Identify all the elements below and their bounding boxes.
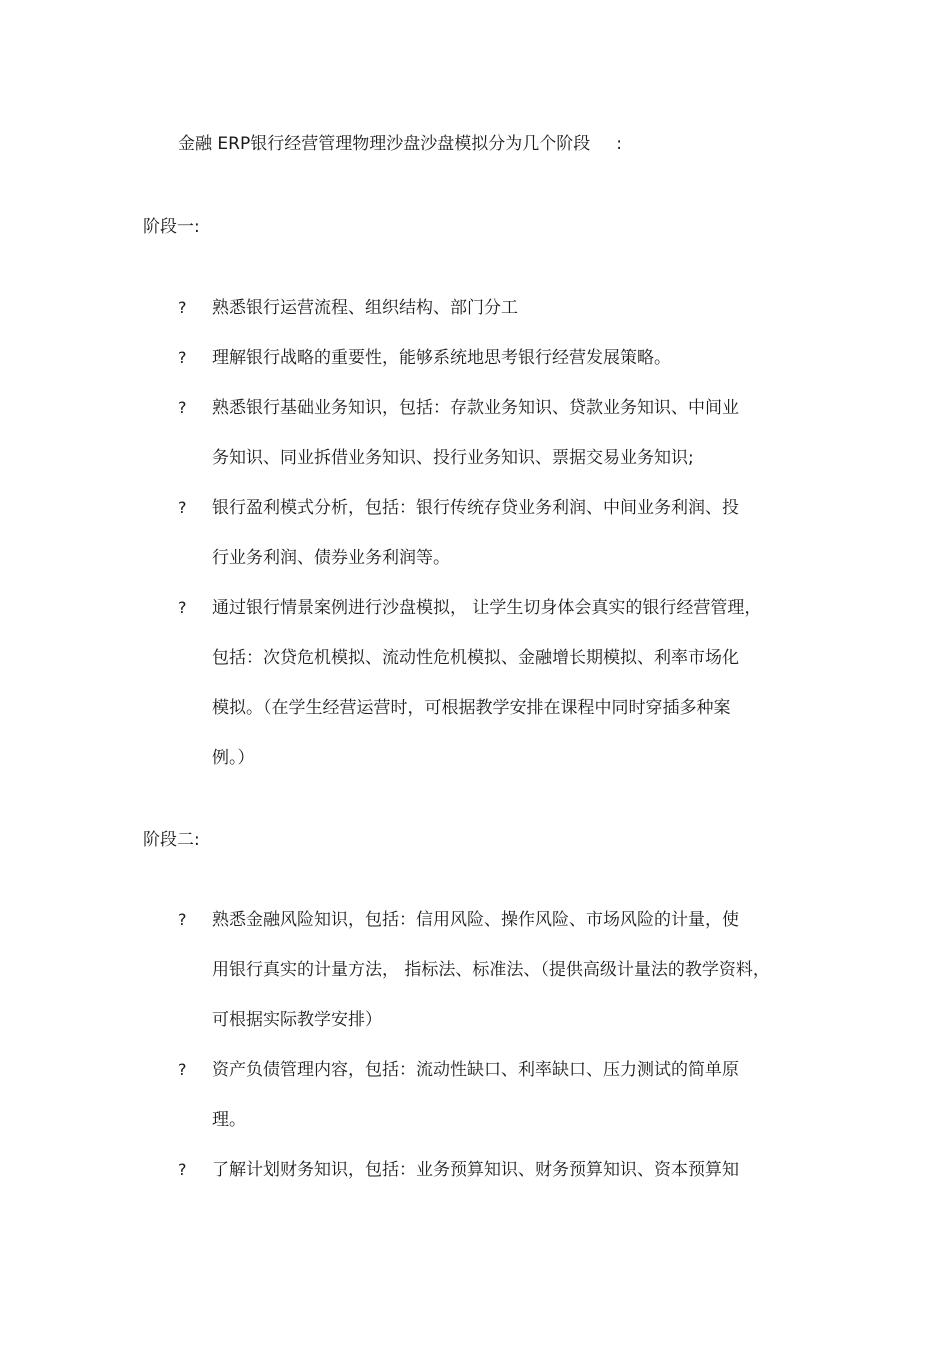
bullet-marker: ? (178, 598, 187, 617)
stage-two-item-1-line-3: 可根据实际教学安排） (212, 1010, 382, 1030)
bullet-marker: ? (178, 498, 187, 517)
document-title (178, 131, 622, 157)
stage-one-item-3-line-2: 务知识、同业拆借业务知识、投行业务知识、票据交易业务知识; (212, 448, 694, 468)
title-text: 金融 ERP银行经营管理物理沙盘沙盘模拟分为几个阶段 (178, 134, 591, 154)
stage-one-item-4-line-2: 行业务利润、债券业务利润等。 (212, 548, 450, 568)
stage-one-item-1-line-1: 熟悉银行运营流程、组织结构、部门分工 (212, 298, 518, 318)
bullet-marker: ? (178, 1160, 187, 1179)
stage-one-item-3-line-1: 熟悉银行基础业务知识，包括：存款业务知识、贷款业务知识、中间业 (212, 398, 739, 418)
stage-one-item-2-line-1: 理解银行战略的重要性，能够系统地思考银行经营发展策略。 (212, 348, 671, 368)
stage-one-item-5-line-4: 例。） (212, 748, 255, 768)
bullet-marker: ? (178, 1060, 187, 1079)
stage-one-item-5-line-3: 模拟。（在学生经营运营时，可根据教学安排在课程中同时穿插多种案 (212, 698, 731, 718)
stage-two-item-1-line-1: 熟悉金融风险知识，包括：信用风险、操作风险、市场风险的计量，使 (212, 910, 739, 930)
bullet-marker: ? (178, 348, 187, 367)
stage-two-heading: 阶段二: (143, 830, 200, 850)
bullet-marker: ? (178, 398, 187, 417)
stage-two-item-2-line-1: 资产负债管理内容，包括：流动性缺口、利率缺口、压力测试的简单原 (212, 1060, 739, 1080)
bullet-marker: ? (178, 910, 187, 929)
stage-two-item-1-line-2: 用银行真实的计量方法， 指标法、标准法、（提供高级计量法的教学资料， (212, 960, 770, 980)
stage-one-heading: 阶段一: (143, 217, 200, 237)
stage-two-item-3-line-1: 了解计划财务知识，包括：业务预算知识、财务预算知识、资本预算知 (212, 1160, 739, 1180)
stage-one-item-4-line-1: 银行盈利模式分析，包括：银行传统存贷业务利润、中间业务利润、投 (212, 498, 739, 518)
stage-one-item-5-line-1: 通过银行情景案例进行沙盘模拟， 让学生切身体会真实的银行经营管理， (212, 598, 762, 618)
stage-one-item-5-line-2: 包括：次贷危机模拟、流动性危机模拟、金融增长期模拟、利率市场化 (212, 648, 739, 668)
title-colon: : (616, 134, 622, 154)
bullet-marker: ? (178, 298, 187, 317)
stage-two-item-2-line-2: 理。 (212, 1110, 246, 1130)
